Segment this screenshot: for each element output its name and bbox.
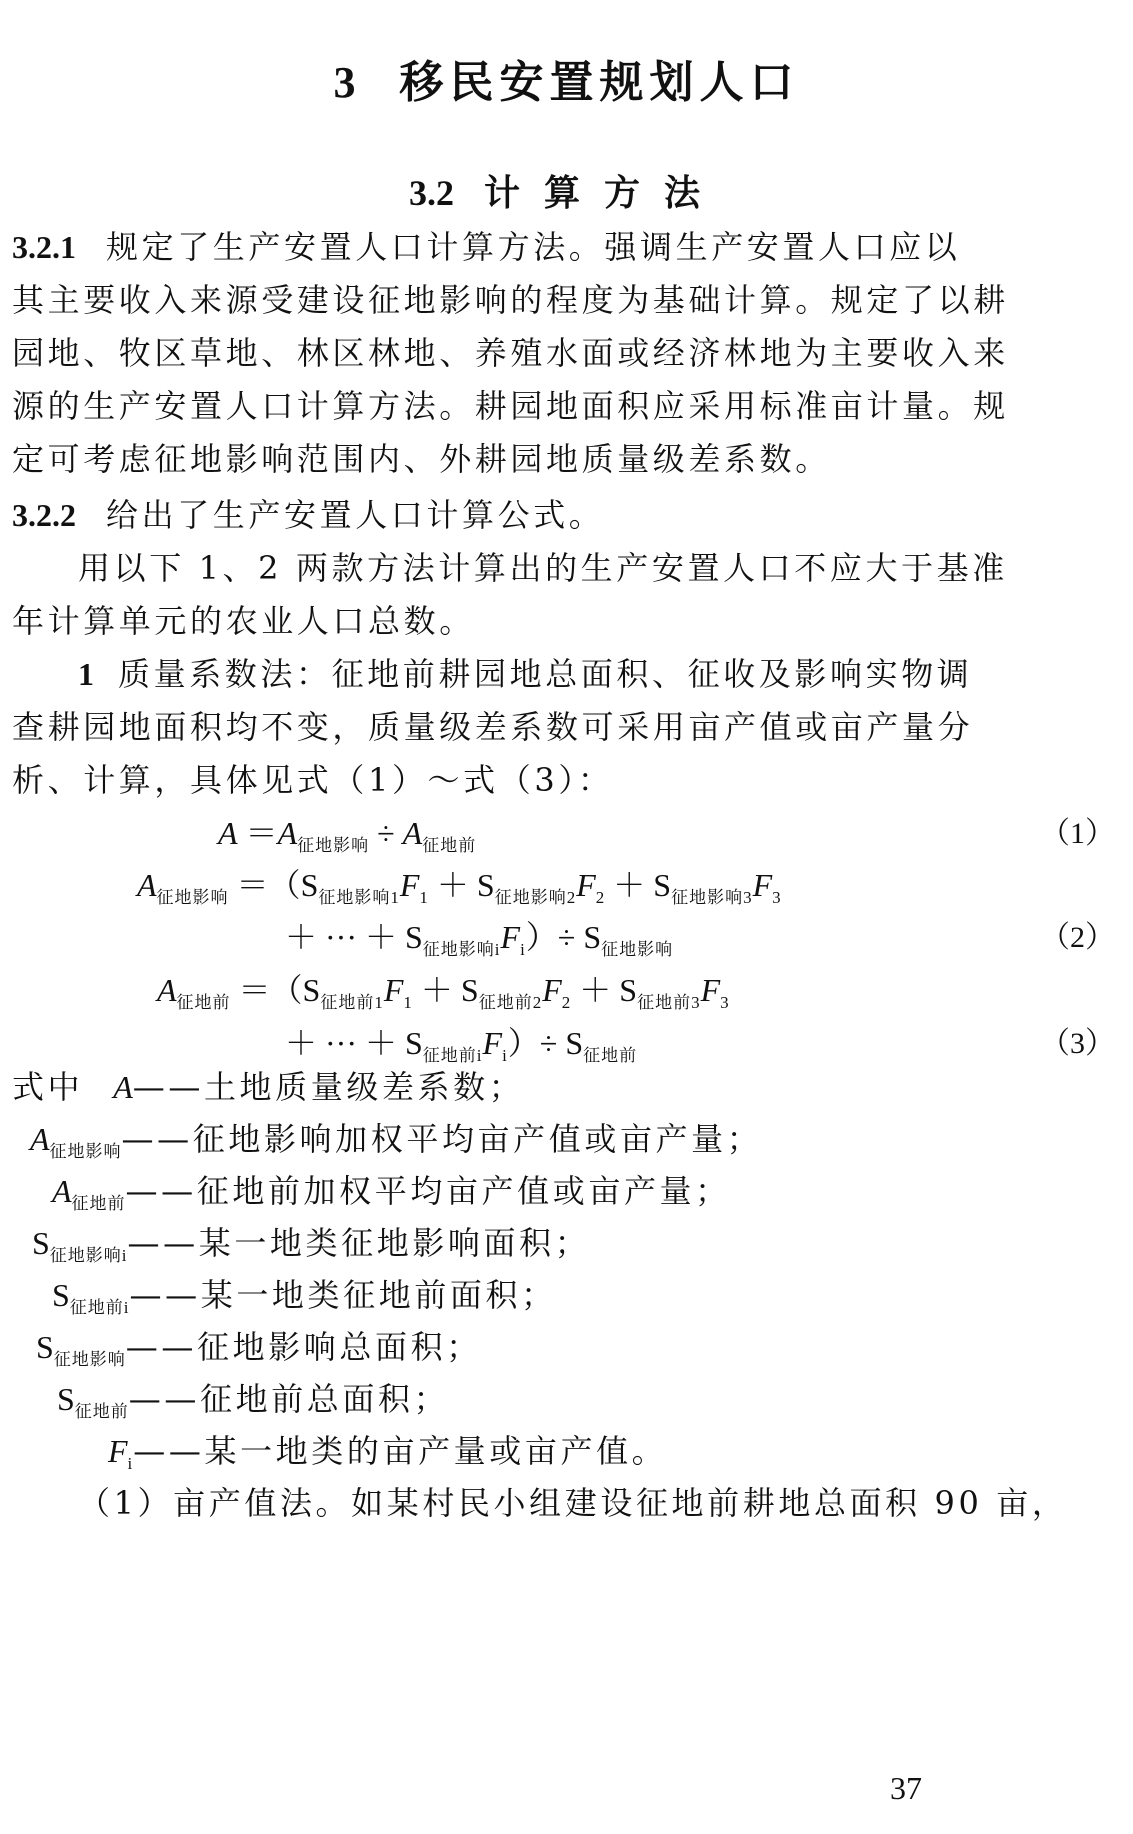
definition-6: $S_{征地影响}——$征地影响总面积； [36,1328,482,1369]
chapter-number: 3 [333,58,362,107]
subscript: 征地前 [422,1046,477,1065]
subscript: 征地影响 [601,940,674,959]
definition-4: $S_{征地影响i}——$某一地类征地影响面积； [32,1224,591,1265]
definition-text: 征地影响加权平均亩产值或亩产量； [192,1120,763,1158]
text: 质量系数法：征地前耕园地总面积、征收及影响实物调 [118,655,973,693]
definition-text: 征地影响总面积； [197,1328,482,1366]
definition-8: $F_i——$某一地类的亩产量或亩产值。 [108,1432,668,1473]
chapter-title: 移民安置规划人口 [399,57,800,108]
subscript: 征地影响 [156,888,229,907]
equation-2-number: （2） [1040,921,1115,954]
subscript: 征地影响 [297,836,370,855]
subscript: 征地前 [583,1046,638,1065]
subscript: 征地影响 [49,1142,122,1161]
definition-text: 征地前加权平均亩产值或亩产量； [196,1172,731,1210]
intro-label: 式中 [12,1068,84,1106]
definition-5: $S_{征地前i}——$某一地类征地前面积； [52,1276,557,1317]
equation-2-line-2: ＋ ··· ＋ $S_{征地影响i}F_i)\div S_{征地影响}$ [285,919,674,959]
subscript: 征地前 [320,993,375,1012]
definition-text: 某一地类的亩产量或亩产值。 [204,1432,668,1470]
item1-line-2: 查耕园地面积均不变，质量级差系数可采用亩产值或亩产量分 [12,708,974,746]
para1-line-1: 用以下 1、2 两款方法计算出的生产安置人口不应大于基准 [78,549,1008,587]
definition-1: 式中 A——土地质量级差系数； [12,1068,525,1106]
clause-321-line-4: 源的生产安置人口计算方法。耕园地面积应采用标准亩计量。规 [12,387,1009,425]
clause-number: 3.2.2 [12,497,76,533]
subscript: 征地影响 [671,888,744,907]
section-heading [0,165,1133,216]
item1-line-1 [78,649,972,695]
item1-line-3: 析、计算，具体见式（1）～式（3）： [12,761,614,799]
page-number: 37 [890,1770,922,1806]
text: 规定了生产安置人口计算方法。强调生产安置人口应以 [106,228,961,266]
definition-2: $A_{征地影响}——$征地影响加权平均亩产值或亩产量； [30,1120,763,1161]
equation-3-line-2: ＋ ··· ＋ $S_{征地前i}F_i)\div S_{征地前}$ [285,1025,638,1065]
text: 给出了生产安置人口计算公式。 [106,496,605,534]
clause-number: 3.2.1 [12,229,76,265]
clause-321-line-1 [12,222,960,268]
clause-321-line-2: 其主要收入来源受建设征地影响的程度为基础计算。规定了以耕 [12,281,1009,319]
subscript: 征地前 [176,993,231,1012]
definition-text: 某一地类征地前面积； [200,1276,557,1314]
definition-7: $S_{征地前}——$征地前总面积； [57,1380,450,1421]
chapter-heading [0,46,1133,110]
subscript: 征地影响 [422,940,495,959]
subscript: 征地前 [69,1298,124,1317]
clause-321-line-5: 定可考虑征地影响范围内、外耕园地质量级差系数。 [12,440,831,478]
subscript: 征地前 [422,836,477,855]
section-title: 计算方法 [483,173,724,214]
equation-1-number: （1） [1040,817,1115,850]
equation-3-number: （3） [1040,1027,1115,1060]
subscript: 征地前 [74,1402,129,1421]
subscript: 征地影响 [318,888,391,907]
clause-322-line [12,490,604,536]
method-1-line: （1）亩产值法。如某村民小组建设征地前耕地总面积 90 亩， [78,1484,1068,1522]
subscript: 征地前 [71,1194,126,1213]
equation-3-line-1: $A_{征地前} =(S_{征地前1}F_1 + S_{征地前2}F_2 + S_{征地前3}F_3$ [157,972,730,1012]
para1-line-2: 年计算单元的农业人口总数。 [12,602,475,640]
equation-2-line-1: $A_{征地影响} =(S_{征地影响1}F_1 + S_{征地影响2}F_2 + S_{征地影响3}F_3$ [137,867,782,907]
equation-1: $A =A_{征地影响} \div A_{征地前}$ [218,815,477,855]
subscript: 征地前 [478,993,533,1012]
subscript: 征地影响 [49,1246,122,1265]
definition-text: 某一地类征地影响面积； [198,1224,591,1262]
definition-text: 征地前总面积； [200,1380,450,1418]
section-number: 3.2 [408,173,454,213]
clause-321-line-3: 园地、牧区草地、林区林地、养殖水面或经济林地为主要收入来 [12,334,1009,372]
item-number: 1 [78,656,94,692]
subscript: 征地影响 [494,888,567,907]
definition-text: 土地质量级差系数； [203,1068,525,1106]
definition-3: $A_{征地前}——$征地前加权平均亩产值或亩产量； [52,1172,731,1213]
subscript: 征地前 [637,993,692,1012]
subscript: 征地影响 [53,1350,126,1369]
